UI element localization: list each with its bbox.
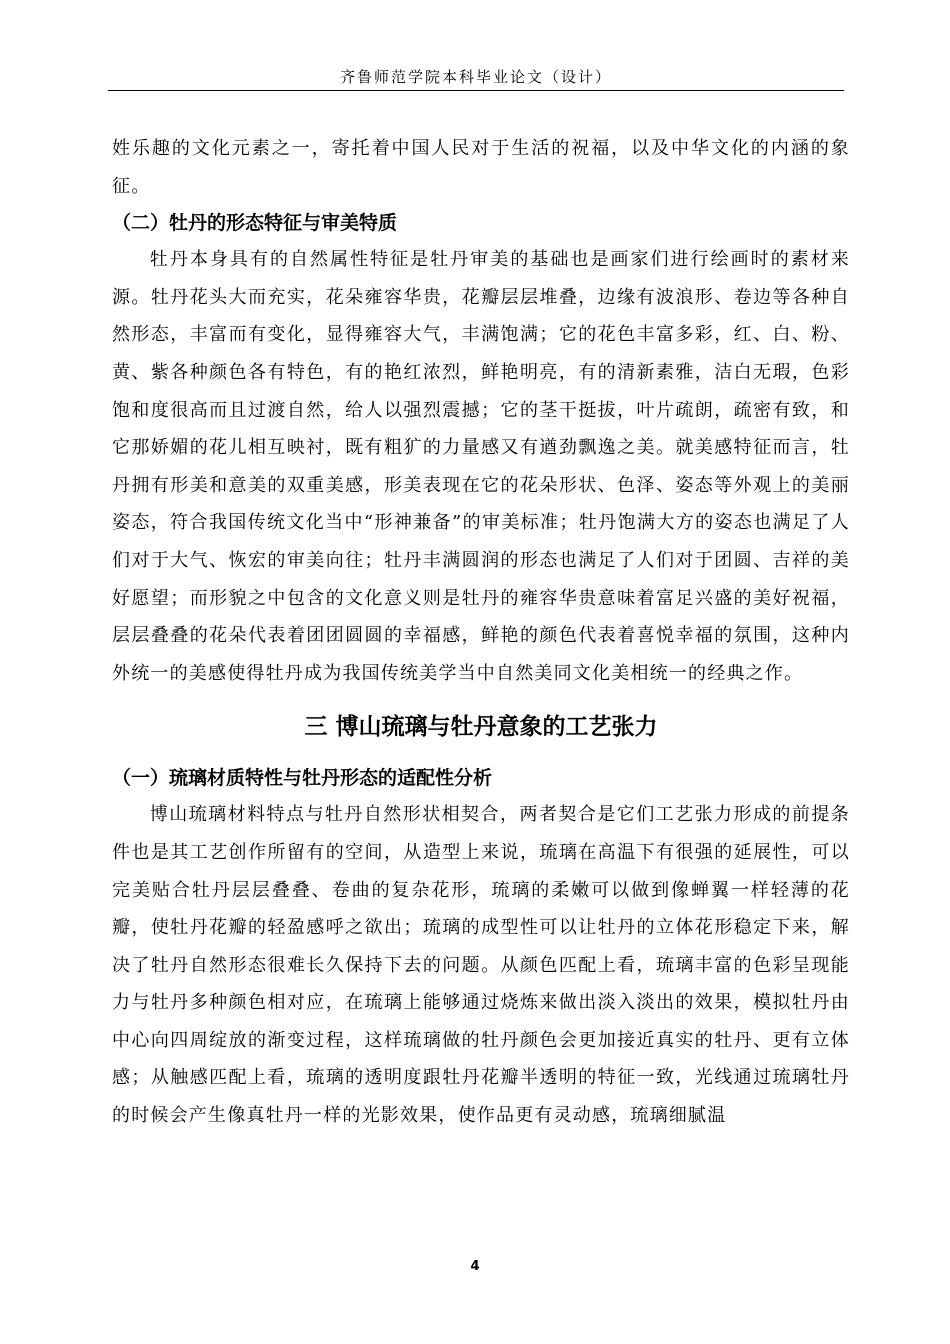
chapter-heading-three: 三 博山琉璃与牡丹意象的工艺张力 <box>304 714 658 741</box>
document-body <box>112 130 850 1135</box>
section-heading-glass-material: （一）琉璃材质特性与牡丹形态的适配性分析 <box>112 767 493 790</box>
section-heading-peony-form: （二）牡丹的形态特征与审美特质 <box>112 212 398 235</box>
paragraph-peony-aesthetics: 牡丹本身具有的自然属性特征是牡丹审美的基础也是画家们进行绘画时的素材来源。牡丹花头大而充实，花朵雍容华贵，花瓣层层堆叠，边缘有波浪形、卷边等各种自然形态，丰富而有变化，显得雍容大气，丰满饱满；它的花色丰富多彩，红、白、粉、黄、紫各种颜色各有特色，有的艳红浓烈，鲜艳明亮，有的清新素雅，洁白无瑕，色彩饱和度很高而且过渡自然，给人以强烈震撼；它的茎干挺拔，叶片疏朗，疏密有致，和它那娇媚的花儿相互映衬，既有粗犷的力量感又有遒劲飘逸之美。就美感特征而言，牡丹拥有形美和意美的双重美感，形美表现在它的花朵形状、色泽、姿态等外观上的美丽姿态，符合我国传统文化当中“形神兼备”的审美标准；牡丹饱满大方的姿态也满足了人们对于大气、恢宏的审美向往；牡丹丰满圆润的形态也满足了人们对于团圆、吉祥的美好愿望；而形貌之中包含的文化意义则是牡丹的雍容华贵意味着富足兴盛的美好祝福，层层叠叠的花朵代表着团团圆圆的幸福感，鲜艳的颜色代表着喜悦幸福的氛围，这种内外统一的美感使得牡丹成为我国传统美学当中自然美同文化美相统一的经典之作。 <box>112 249 850 684</box>
paragraph-glass-adaptation: 博山琉璃材料特点与牡丹自然形状相契合，两者契合是它们工艺张力形成的前提条件也是其工艺创作所留有的空间，从造型上来说，琉璃在高温下有很强的延展性，可以完美贴合牡丹层层叠叠、卷曲的复杂花形，琉璃的柔嫩可以做到像蝉翼一样轻薄的花瓣，使牡丹花瓣的轻盈感呼之欲出；琉璃的成型性可以让牡丹的立体花形稳定下来，解决了牡丹自然形态很难长久保持下去的问题。从颜色匹配上看，琉璃丰富的色彩呈现能力与牡丹多种颜色相对应，在琉璃上能够通过烧炼来做出淡入淡出的效果，模拟牡丹由中心向四周绽放的渐变过程，这样琉璃做的牡丹颜色会更加接近真实的牡丹、更有立体感；从触感匹配上看，琉璃的透明度跟牡丹花瓣半透明的特征一致，光线通过琉璃牡丹的时候会产生像真牡丹一样的光影效果，使作品更有灵动感，琉璃细腻温 <box>112 804 850 1127</box>
header-title: 齐鲁师范学院本科毕业论文（设计） <box>339 68 612 86</box>
paragraph-continuation: 姓乐趣的文化元素之一，寄托着中国人民对于生活的祝福，以及中华文化的内涵的象征。 <box>112 138 850 197</box>
page-header <box>108 60 844 91</box>
page-number: 4 <box>470 1259 480 1274</box>
